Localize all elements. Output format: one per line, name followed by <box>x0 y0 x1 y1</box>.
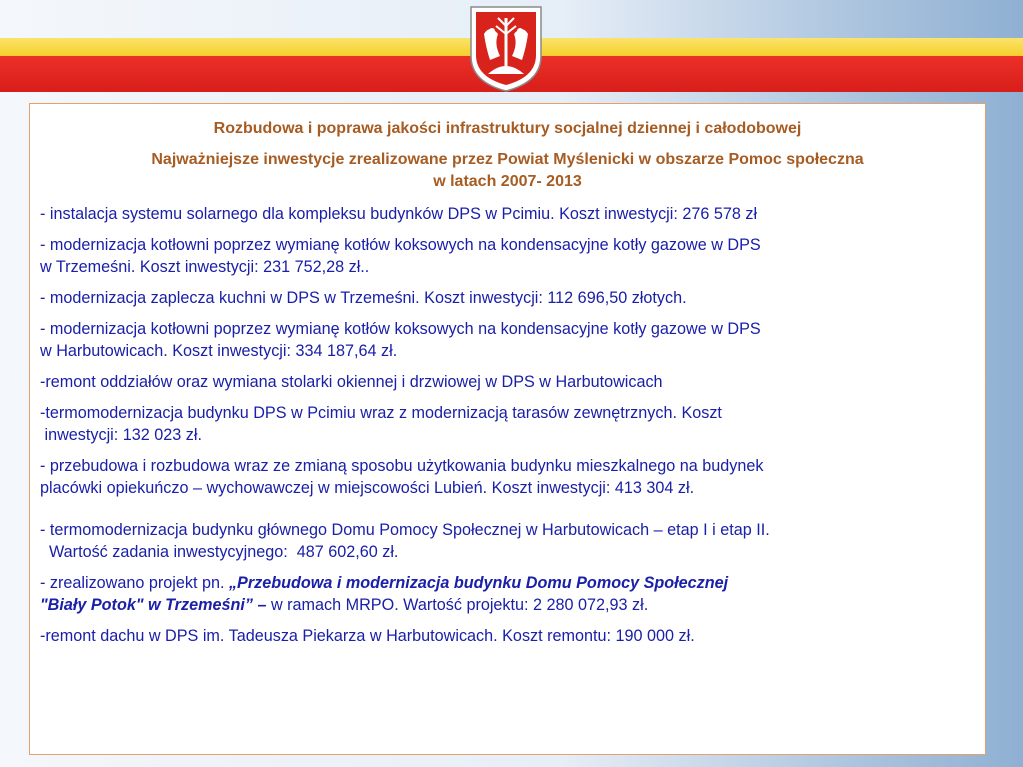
item-line: -termomodernizacja budynku DPS w Pcimiu wraz z modernizacją tarasów zewnętrznych. Koszt <box>40 404 722 422</box>
subtitle-line: Najważniejsze inwestycje zrealizowane przez Powiat Myślenicki w obszarze Pomoc społeczna <box>151 151 864 168</box>
list-item <box>40 572 975 616</box>
content-panel <box>29 103 986 755</box>
item-line: - modernizacja kotłowni poprzez wymianę kotłów koksowych na kondensacyjne kotły gazowe w DPS <box>40 320 761 338</box>
item-line: placówki opiekuńczo – wychowawczej w miejscowości Lubień. Koszt inwestycji: 413 304 zł. <box>40 479 695 497</box>
item-line: -remont dachu w DPS im. Tadeusza Piekarza w Harbutowicach. Koszt remontu: 190 000 zł. <box>40 627 695 645</box>
list-item <box>40 318 975 362</box>
project-name: "Biały Potok" w Trzemeśni” – <box>40 596 267 614</box>
item-line: - przebudowa i rozbudowa wraz ze zmianą sposobu użytkowania budynku mieszkalnego na budynek <box>40 457 764 475</box>
list-item <box>40 455 975 499</box>
item-line: - modernizacja kotłowni poprzez wymianę kotłów koksowych na kondensacyjne kotły gazowe w DPS <box>40 236 761 254</box>
page-title: Rozbudowa i poprawa jakości infrastruktury socjalnej dziennej i całodobowej <box>213 120 802 137</box>
subtitle-line: w latach 2007- 2013 <box>433 173 582 190</box>
project-name: „Przebudowa i modernizacja budynku Domu Pomocy Społecznej <box>228 574 729 592</box>
list-item <box>40 371 975 393</box>
list-item <box>40 519 975 563</box>
item-line <box>40 594 975 616</box>
coat-of-arms-icon <box>468 4 544 94</box>
item-line: - termomodernizacja budynku głównego Domu Pomocy Społecznej w Harbutowicach – etap I i etap II. <box>40 521 770 539</box>
item-text: w ramach MRPO. Wartość projektu: 2 280 072,93 zł. <box>266 596 649 614</box>
item-line: - modernizacja zaplecza kuchni w DPS w Trzemeśni. Koszt inwestycji: 112 696,50 złotych. <box>40 289 687 307</box>
item-line: Wartość zadania inwestycyjnego: 487 602,60 zł. <box>40 543 399 561</box>
list-item <box>40 287 975 309</box>
item-line: -remont oddziałów oraz wymiana stolarki okiennej i drzwiowej w DPS w Harbutowicach <box>40 373 663 391</box>
list-item <box>40 234 975 278</box>
page-subtitle <box>40 149 975 193</box>
item-line <box>40 572 975 594</box>
list-item <box>40 402 975 446</box>
item-line: - instalacja systemu solarnego dla kompleksu budynków DPS w Pcimiu. Koszt inwestycji: 276 578 zł <box>40 205 758 223</box>
item-line: w Trzemeśni. Koszt inwestycji: 231 752,28 zł.. <box>40 258 370 276</box>
list-item <box>40 203 975 225</box>
item-line: w Harbutowicach. Koszt inwestycji: 334 187,64 zł. <box>40 342 398 360</box>
item-line: inwestycji: 132 023 zł. <box>40 426 202 444</box>
list-item <box>40 625 975 647</box>
item-text: - zrealizowano projekt pn. <box>40 574 229 592</box>
